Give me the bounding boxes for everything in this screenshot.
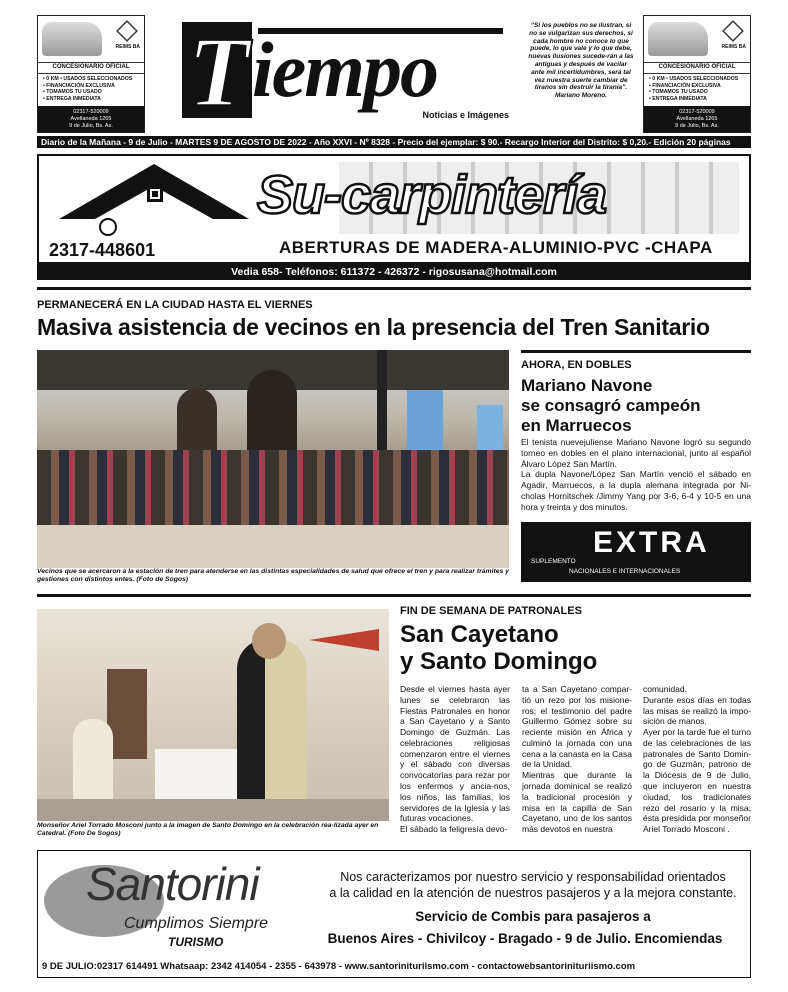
car-ad-right[interactable] (643, 15, 751, 133)
masthead-t: T (188, 16, 250, 127)
train-station-photo (37, 350, 509, 568)
car-ad-left[interactable] (37, 15, 145, 133)
carpinteria-products: ABERTURAS DE MADERA-ALUMINIO-PVC -CHAPA (279, 238, 713, 257)
dealer-brand: REIMS BA (115, 44, 140, 50)
tennis-paragraph: El tenista nuevejuliense Mariano Navone logró su segundo torneo en dobles en el plano internacional, junto al español Álvaro López San Martín. (521, 437, 751, 469)
dealer-city: 9 de Julio, Bs. As. (675, 122, 719, 129)
patronales-col-1: Desde el viernes hasta ayer lunes se celebraron las Fiestas Patronales en honor a San Cayetano y a Santo Domingo de Guzmán. Las celebraciones religiosas comenzaron entre el viernes y el sábado con diversas convocatorias para rezar por los enfermos y ancia-nos, los niños, las familias, los servidores de la Iglesia y las futuras vocaciones. El sábado la feligresía devo- (400, 684, 510, 835)
santorini-brand: Santorini (86, 858, 259, 910)
moreno-quote: “Si los pueblos no se ilustran, si no se vulgarizan sus derechos, si cada hombre no conoce lo que puede, lo que vale y lo que debe, nuevas ilusiones sucede-rán a las antiguas y después de vacilar ante mil incertidumbres, será tal vez nuestra suerte cambiar de tiranos sin destruir la tiranía”. Mariano Moreno. (528, 22, 634, 100)
list-item: • TOMAMOS TU USADO (649, 89, 708, 95)
santorini-tagline (320, 869, 746, 901)
dealer-list (43, 76, 132, 102)
divider (37, 594, 751, 597)
dealer-phone: 02317-520009 (679, 109, 715, 115)
dealer-title: CONCESIONARIO OFICIAL (38, 62, 144, 74)
santorini-service: Servicio de Combis para pasajeros a (415, 909, 651, 924)
santorini-tagline-line: Nos caracterizamos por nuestro servicio y responsabilidad orientados (340, 870, 726, 884)
santorini-ad[interactable] (37, 850, 751, 978)
extra-super: SUPLEMENTO (531, 558, 576, 565)
lead-headline: Masiva asistencia de vecinos en la presencia del Tren Sanitario (37, 314, 710, 340)
list-item: • 0 KM • USADOS SELECCIONADOS (649, 76, 739, 82)
carpinteria-phone: 2317-448601 (49, 240, 156, 260)
dealer-brand: REIMS BA (721, 44, 746, 50)
list-item: • ENTREGA INMEDIATA (43, 95, 101, 102)
dealer-contact (644, 106, 750, 132)
lead-kicker: PERMANECERÁ EN LA CIUDAD HASTA EL VIERNES (37, 299, 313, 311)
patronales-headline-line: San Cayetano (400, 621, 559, 648)
santorini-contact: 9 DE JULIO:02317 614491 Whatsaap: 2342 414054 - 2355 - 643978 - www.santorinituriismo.com - contactowebsantorinituriismo.com (42, 961, 636, 972)
extra-subtitle: NACIONALES E INTERNACIONALES (569, 568, 681, 575)
edition-info-bar: Diario de la Mañana - 9 de Julio - MARTES 9 DE AGOSTO DE 2022 - Año XXVI - Nº 8328 - Precio del ejemplar: $ 90.- Recargo Interior del Distrito: $ 0,20.- Edición 20 páginas (37, 136, 751, 148)
dealer-phone: 02317-520009 (73, 109, 109, 115)
tennis-body (521, 437, 751, 512)
list-item: • 0 KM • USADOS SELECCIONADOS (43, 76, 133, 82)
list-item: • FINANCIACIÓN EXCLUSIVA (43, 82, 115, 89)
patronales-col-2: ta a San Cayetano compar-tió un rezo por los misione-ros; el testimonio del padre Guillermo Gómez sobre su reciente misión en África y culminó la jornada con una cena a la canasta en la Casa de la Unidad. Mientras que durante la jornada dominical se realizó la tradicional procesión y misa en la capilla de San Cayetano, uno de los santos más devotos en nuestra (522, 684, 632, 835)
dealer-list (649, 76, 738, 102)
masthead-subtitle: Noticias e Imágenes (422, 110, 509, 120)
divider (37, 287, 751, 290)
tennis-headline-line: Mariano Navone (521, 376, 653, 395)
patronales-headline (400, 621, 597, 675)
santorini-destinations: Buenos Aires - Chivilcoy - Bragado - 9 de Julio. Encomiendas (327, 931, 723, 946)
patronales-kicker: FIN DE SEMANA DE PATRONALES (400, 605, 582, 617)
cathedral-photo (37, 609, 389, 821)
tennis-headline (521, 376, 701, 436)
carpinteria-contact: Vedia 658- Teléfonos: 611372 - 426372 - rigosusana@hotmail.com (37, 264, 751, 280)
dealer-city: 9 de Julio, Bs. As. (69, 122, 113, 129)
patronales-photo-caption: Monseñor Ariel Torrado Mosconi junto a la imagen de Santo Domingo en la celebración rea-lizada ayer en Catedral. (Foto De Sogos) (37, 822, 379, 838)
car-image (42, 22, 102, 56)
car-image (648, 22, 708, 56)
lead-photo-caption: Vecinos que se acercaron a la estación de tren para atenderse en las distintas especialidades de salud que ofrece el tren y para realizar trámites y gestiones con distintos entes. (Foto de Sogos) (37, 568, 509, 584)
carpinteria-ad[interactable] (37, 154, 751, 264)
masthead (182, 16, 509, 127)
carpinteria-name: Su-carpintería (257, 165, 607, 225)
list-item: • TOMAMOS TU USADO (43, 89, 102, 95)
dealer-address: Avellaneda 1265 (676, 115, 718, 122)
tennis-paragraph: La dupla Navone/López San Martín venció el sábado en Agadir, Marruecos, a la dupla alemana integrada por Ni-cholas Hornitschek /Jimmy Yang por 3-6, 6-4 y 10-5 en una hora y treinta y dos minutos. (521, 469, 751, 512)
list-item: • ENTREGA INMEDIATA (649, 95, 707, 102)
patronales-headline-line: y Santo Domingo (400, 648, 598, 675)
whatsapp-icon (99, 218, 117, 236)
extra-supplement-banner[interactable] (521, 522, 751, 582)
santorini-tagline-line: a la calidad en la atención de nuestros pasajeros y a la mejora constante. (329, 886, 737, 900)
tennis-headline-line: se consagró campeón (521, 396, 701, 415)
tennis-kicker: AHORA, EN DOBLES (521, 359, 632, 371)
masthead-title: iempo (252, 26, 437, 113)
santorini-tourism: TURISMO (168, 935, 224, 949)
renault-logo-icon (116, 20, 138, 42)
tennis-headline-line: en Marruecos (521, 416, 632, 435)
dealer-address: Avellaneda 1265 (70, 115, 112, 122)
divider (521, 350, 751, 353)
renault-logo-icon (722, 20, 744, 42)
list-item: • FINANCIACIÓN EXCLUSIVA (649, 82, 721, 89)
extra-title: EXTRA (593, 526, 710, 559)
dealer-contact (38, 106, 144, 132)
patronales-col-3: comunidad. Durante esos días en todas las misas se realizó la impo-sición de manos. Ayer por la tarde fue el turno de las celebraciones de las patronales de Santo Domin-go de Guzmán, patrono de la Diócesis de 9 de Julio, que incluyeron en nuestra ciudad, los tradicionales rezo del rosario y la misa, ésta presidida por monseñor Ariel Torrado Mosconi . (643, 684, 751, 835)
dealer-title: CONCESIONARIO OFICIAL (644, 62, 750, 74)
santorini-slogan: Cumplimos Siempre (124, 915, 269, 932)
house-window-icon (147, 186, 163, 202)
